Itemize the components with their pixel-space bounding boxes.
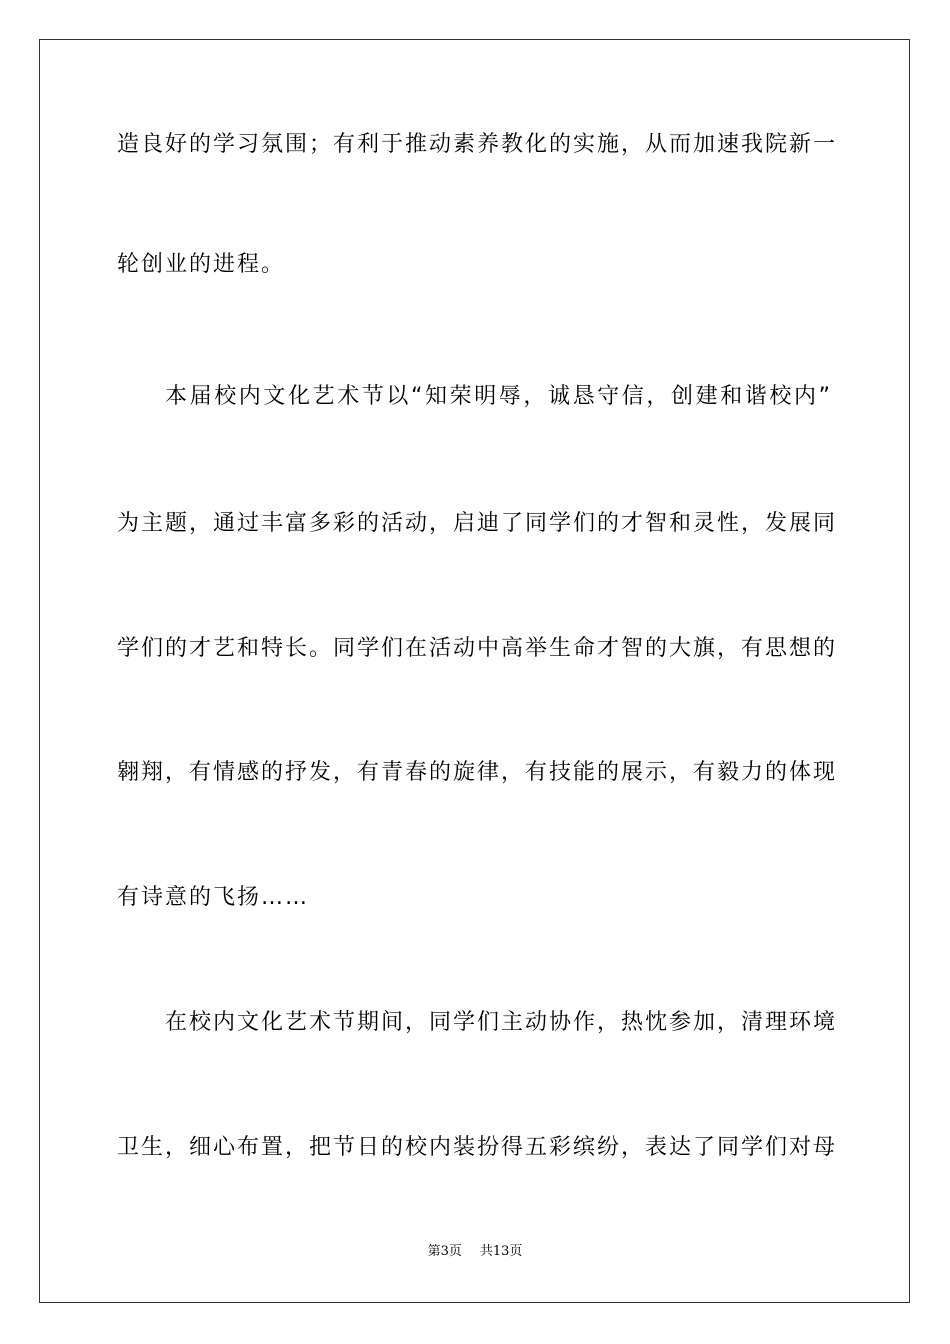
text-line: 造良好的学习氛围；有利于推动素养教化的实施，从而加速我院新一 bbox=[117, 132, 838, 157]
text-line: 卫生，细心布置，把节日的校内装扮得五彩缤纷，表达了同学们对母 bbox=[117, 1135, 838, 1160]
text-line: 学们的才艺和特长。同学们在活动中高举生命才智的大旗，有思想的 bbox=[117, 636, 838, 661]
page-number: 第3页 bbox=[427, 1244, 462, 1259]
page-footer bbox=[0, 1244, 950, 1260]
page-total: 共13页 bbox=[479, 1244, 523, 1259]
text-line: 本届校内文化艺术节以“知荣明辱，诚恳守信，创建和谐校内” bbox=[165, 384, 832, 409]
text-line: 有诗意的飞扬…… bbox=[117, 885, 310, 910]
text-line: 翱翔，有情感的抒发，有青春的旋律，有技能的展示，有毅力的体现 bbox=[117, 760, 838, 785]
page-border bbox=[39, 39, 910, 1303]
text-line: 为主题，通过丰富多彩的活动，启迪了同学们的才智和灵性，发展同 bbox=[117, 511, 838, 536]
text-line: 在校内文化艺术节期间，同学们主动协作，热忱参加，清理环境 bbox=[165, 1010, 838, 1035]
text-line: 轮创业的进程。 bbox=[117, 252, 286, 277]
